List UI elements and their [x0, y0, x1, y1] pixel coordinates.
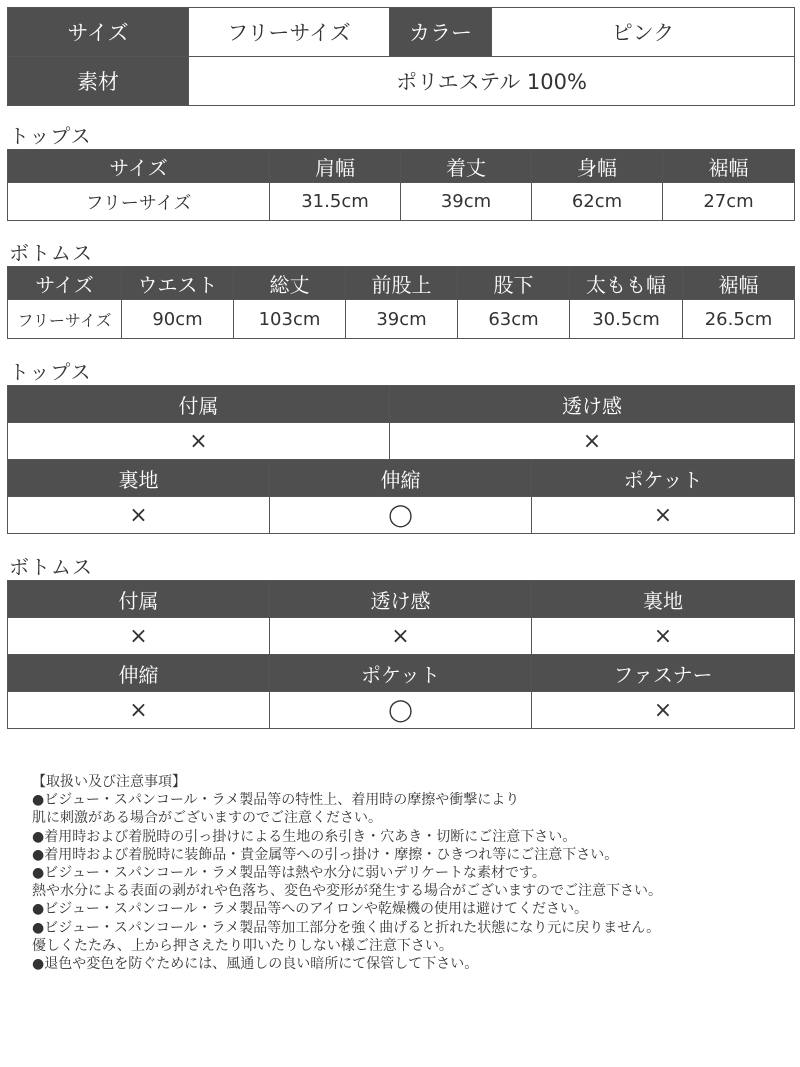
tops-size-cell: 31.5cm [270, 183, 401, 221]
tops-size-caption: トップス [9, 124, 92, 148]
sheerness-header: 透け感 [390, 386, 795, 423]
bottoms-size-cell: 30.5cm [570, 300, 683, 339]
stretch-header: 伸縮 [270, 460, 532, 497]
tops-size-header: サイズ [8, 150, 270, 183]
tops-size-table [7, 149, 795, 221]
lining-value: × [532, 618, 795, 655]
bottoms-size-caption: ボトムス [9, 241, 93, 265]
tops-size-value-row [8, 183, 795, 221]
note-line: ●着用時および着脱時に装飾品・貴金属等への引っ掛け・摩擦・ひきつれ等にご注意下さい。 [32, 846, 619, 863]
bottoms-size-header: 股下 [458, 267, 570, 300]
note-line: 熱や水分による表面の剥がれや色落ち、変色や変形が発生する場合がございますのでご注意下さい。 [32, 883, 662, 900]
info-row-size-color [8, 8, 795, 57]
bottoms-size-cell: 90cm [122, 300, 234, 339]
tops-attr-value-row [8, 497, 795, 534]
note-line: ●ビジュー・スパンコール・ラメ製品等は熱や水分に弱いデリケートな素材です。 [32, 865, 546, 882]
notes-heading: 【取扱い及び注意事項】 [32, 774, 186, 790]
tops-size-header: 肩幅 [270, 150, 401, 183]
note-line: ●着用時および着脱時の引っ掛けによる生地の糸引き・穴あき・切断にご注意下さい。 [32, 828, 577, 845]
pocket-header: ポケット [532, 460, 795, 497]
lining-header: 裏地 [8, 460, 270, 497]
material-label: 素材 [8, 57, 189, 106]
sheerness-value: × [390, 423, 795, 460]
tops-size-header: 裾幅 [663, 150, 795, 183]
tops-attribute-table [7, 385, 795, 534]
lining-value: × [8, 497, 270, 534]
note-line: 優しくたたみ、上から押さえたり叩いたりしない様ご注意下さい。 [32, 937, 453, 954]
bottoms-size-header: 裾幅 [683, 267, 795, 300]
tops-size-cell: 39cm [401, 183, 532, 221]
tops-attr-header-row [8, 386, 795, 423]
tops-attr-caption: トップス [9, 360, 92, 384]
stretch-value: × [8, 692, 270, 729]
stretch-header: 伸縮 [8, 655, 270, 692]
bottoms-size-cell: 39cm [346, 300, 458, 339]
bottoms-size-header: ウエスト [122, 267, 234, 300]
bottoms-size-header: 前股上 [346, 267, 458, 300]
bottoms-attr-caption: ボトムス [9, 555, 93, 579]
tops-size-cell: フリーサイズ [8, 183, 270, 221]
pocket-header: ポケット [270, 655, 532, 692]
tops-attr-header-row [8, 460, 795, 497]
lining-header: 裏地 [532, 581, 795, 618]
bottoms-size-value-row [8, 300, 795, 339]
accessory-header: 付属 [8, 386, 390, 423]
bottoms-size-cell: 103cm [234, 300, 346, 339]
note-line: ●退色や変色を防ぐためには、風通しの良い暗所にて保管して下さい。 [32, 956, 479, 973]
pocket-value: ◯ [270, 692, 532, 729]
tops-attr-value-row [8, 423, 795, 460]
color-label: カラー [390, 8, 492, 57]
bottoms-size-cell: フリーサイズ [8, 300, 122, 339]
bottoms-size-header: サイズ [8, 267, 122, 300]
bottoms-size-table [7, 266, 795, 339]
info-row-material [8, 57, 795, 106]
bottoms-size-header: 総丈 [234, 267, 346, 300]
note-line: 肌に刺激がある場合がございますのでご注意ください。 [32, 810, 382, 827]
stretch-value: ◯ [270, 497, 532, 534]
size-value: フリーサイズ [189, 8, 390, 57]
accessory-header: 付属 [8, 581, 270, 618]
accessory-value: × [8, 423, 390, 460]
bottoms-attribute-table [7, 580, 795, 729]
bottoms-size-header-row [8, 267, 795, 300]
sheerness-value: × [270, 618, 532, 655]
note-line: ●ビジュー・スパンコール・ラメ製品等へのアイロンや乾燥機の使用は避けてください。 [32, 901, 588, 918]
tops-size-header: 身幅 [532, 150, 663, 183]
bottoms-attr-header-row [8, 581, 795, 618]
material-value: ポリエステル 100% [189, 57, 795, 106]
bottoms-attr-header-row [8, 655, 795, 692]
zipper-header: ファスナー [532, 655, 795, 692]
bottoms-attr-value-row [8, 692, 795, 729]
bottoms-size-cell: 63cm [458, 300, 570, 339]
care-notes [32, 773, 792, 973]
tops-size-header-row [8, 150, 795, 183]
tops-size-cell: 62cm [532, 183, 663, 221]
bottoms-attr-value-row [8, 618, 795, 655]
color-value: ピンク [492, 8, 795, 57]
pocket-value: × [532, 497, 795, 534]
size-label: サイズ [8, 8, 189, 57]
tops-size-cell: 27cm [663, 183, 795, 221]
bottoms-size-header: 太もも幅 [570, 267, 683, 300]
zipper-value: × [532, 692, 795, 729]
sheerness-header: 透け感 [270, 581, 532, 618]
accessory-value: × [8, 618, 270, 655]
note-line: ●ビジュー・スパンコール・ラメ製品等の特性上、着用時の摩擦や衝撃により [32, 792, 520, 809]
product-info-table [7, 7, 795, 106]
tops-size-header: 着丈 [401, 150, 532, 183]
note-line: ●ビジュー・スパンコール・ラメ製品等加工部分を強く曲げると折れた状態になり元に戻りません。 [32, 919, 661, 936]
bottoms-size-cell: 26.5cm [683, 300, 795, 339]
